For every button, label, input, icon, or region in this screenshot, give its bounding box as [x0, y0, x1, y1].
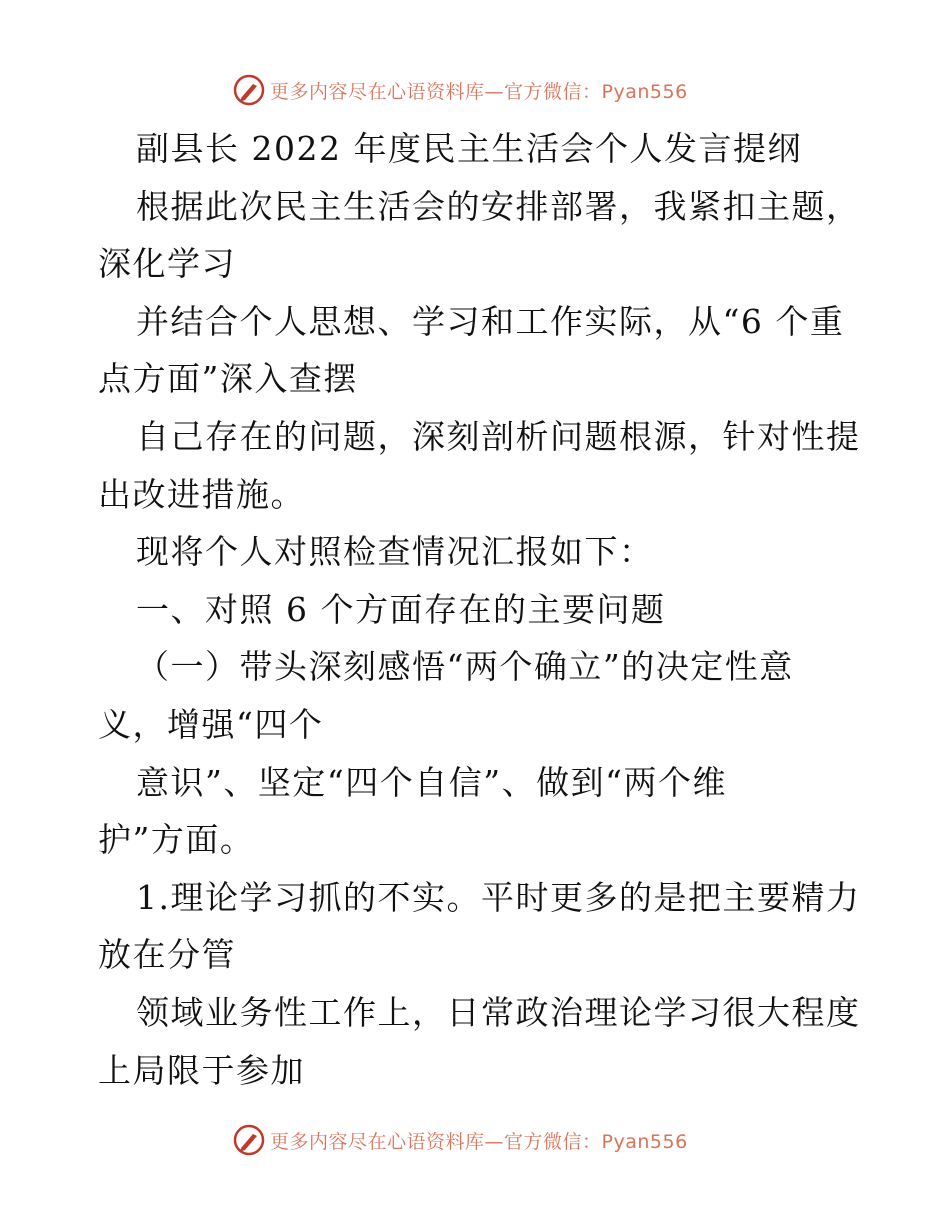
paragraph-line: 护”方面。	[98, 820, 255, 860]
paragraph-line: 上局限于参加	[98, 1050, 305, 1090]
paragraph-line: 并结合个人思想、学习和工作实际，从“6 个重	[136, 301, 845, 341]
paragraph-line: 点方面”深入查摆	[98, 359, 358, 399]
paragraph-line: 义，增强“四个	[98, 704, 324, 744]
document-title: 副县长 2022 年度民主生活会个人发言提纲	[136, 129, 802, 168]
paragraph-line: 根据此次民主生活会的安排部署，我紧扣主题，	[136, 186, 861, 226]
paragraph-line: 放在分管	[98, 935, 236, 975]
pen-nib-logo-icon	[232, 73, 266, 107]
paragraph-line: 1.理论学习抓的不实。平时更多的是把主要精力	[136, 877, 861, 917]
paragraph-line: 领域业务性工作上，日常政治理论学习很大程度	[136, 992, 861, 1032]
pen-nib-logo-icon	[232, 1123, 266, 1157]
subsection-heading: （一）带头深刻感悟“两个确立”的决定性意	[136, 647, 794, 687]
paragraph-line: 出改进措施。	[98, 474, 305, 514]
document-body	[98, 120, 868, 1099]
header-watermark	[232, 70, 688, 110]
paragraph-line: 意识”、坚定“四个自信”、做到“两个维	[136, 762, 727, 802]
paragraph-line: 自己存在的问题，深刻剖析问题根源，针对性提	[136, 416, 861, 456]
footer-watermark	[232, 1120, 688, 1160]
section-heading: 一、对照 6 个方面存在的主要问题	[136, 589, 666, 629]
watermark-text: 更多内容尽在心语资料库—官方微信：Pyan556	[270, 1130, 688, 1153]
paragraph-line: 深化学习	[98, 244, 236, 284]
paragraph-line: 现将个人对照检查情况汇报如下：	[136, 532, 654, 572]
watermark-text: 更多内容尽在心语资料库—官方微信：Pyan556	[270, 80, 688, 103]
